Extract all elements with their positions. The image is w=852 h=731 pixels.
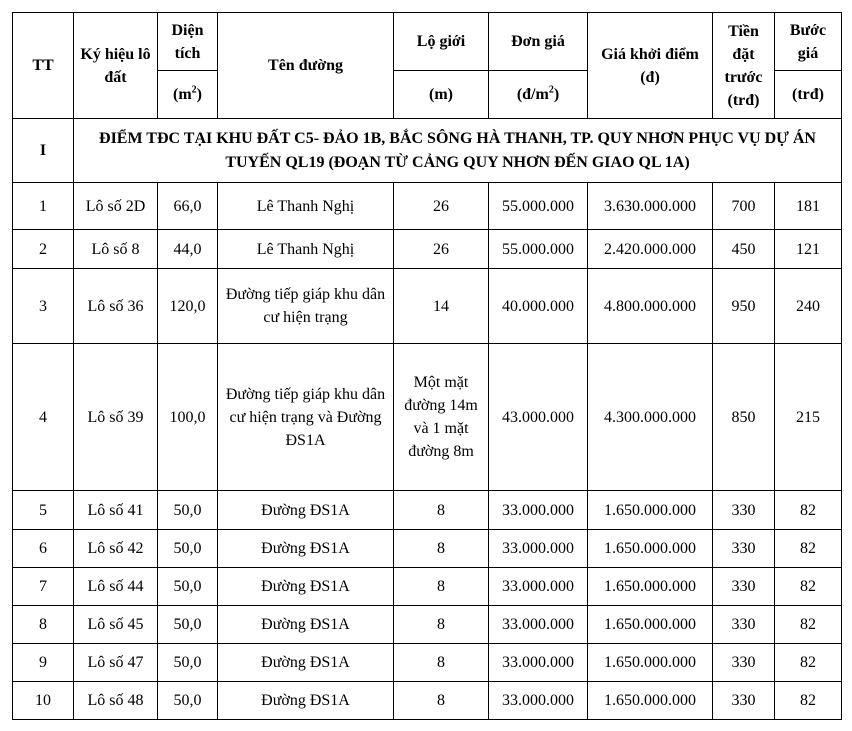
cell-dien-tich: 50,0 [158,606,218,644]
cell-gia-khoi-diem: 1.650.000.000 [588,568,713,606]
cell-tien-dat-truoc: 330 [713,682,775,720]
cell-tt: 6 [13,530,74,568]
unit-base: (đ/m [516,86,549,103]
table-header [13,13,842,119]
header-dien-tich-unit [158,71,218,119]
cell-don-gia: 33.000.000 [489,568,588,606]
table-row [13,491,842,530]
cell-tt: 8 [13,606,74,644]
auction-lot-table [12,12,842,720]
unit-sup: 2 [548,84,554,96]
header-buoc-gia: Bước giá [775,13,842,71]
cell-tien-dat-truoc: 330 [713,530,775,568]
cell-tt: 9 [13,644,74,682]
cell-lo-gioi: 14 [394,269,489,344]
cell-don-gia: 33.000.000 [489,606,588,644]
cell-gia-khoi-diem: 2.420.000.000 [588,230,713,269]
cell-gia-khoi-diem: 4.300.000.000 [588,344,713,491]
unit-close: ) [196,86,202,103]
header-ten-duong: Tên đường [218,13,394,119]
table-row [13,183,842,230]
table-row [13,682,842,720]
cell-tt: 3 [13,269,74,344]
header-lo-gioi-unit: (m) [394,71,489,119]
cell-tt: 10 [13,682,74,720]
cell-tien-dat-truoc: 330 [713,568,775,606]
cell-lo-gioi: 8 [394,568,489,606]
cell-ten-duong: Đường ĐS1A [218,606,394,644]
cell-lo-gioi: 8 [394,682,489,720]
cell-don-gia: 40.000.000 [489,269,588,344]
cell-gia-khoi-diem: 1.650.000.000 [588,491,713,530]
cell-ten-duong: Đường ĐS1A [218,530,394,568]
cell-lo-gioi: 26 [394,183,489,230]
cell-tt: 7 [13,568,74,606]
table-row [13,230,842,269]
cell-buoc-gia: 82 [775,644,842,682]
cell-tt: 1 [13,183,74,230]
cell-ky-hieu: Lô số 47 [74,644,158,682]
section-title: ĐIỂM TĐC TẠI KHU ĐẤT C5- ĐẢO 1B, BẮC SÔNG HÀ THANH, TP. QUY NHƠN PHỤC VỤ DỰ ÁN TUYẾN QL19 (ĐOẠN TỪ CẢNG QUY NHƠN ĐẾN GIAO QL 1A) [74,119,842,183]
header-don-gia-unit [489,71,588,119]
cell-lo-gioi: 8 [394,491,489,530]
cell-buoc-gia: 82 [775,682,842,720]
cell-don-gia: 33.000.000 [489,682,588,720]
cell-lo-gioi: 8 [394,606,489,644]
cell-ten-duong: Đường tiếp giáp khu dân cư hiện trạng và Đường ĐS1A [218,344,394,491]
cell-buoc-gia: 240 [775,269,842,344]
unit-sup: 2 [191,84,197,96]
cell-ten-duong: Đường ĐS1A [218,568,394,606]
cell-gia-khoi-diem: 1.650.000.000 [588,644,713,682]
cell-dien-tich: 50,0 [158,491,218,530]
header-don-gia: Đơn giá [489,13,588,71]
cell-gia-khoi-diem: 1.650.000.000 [588,682,713,720]
header-ky-hieu: Ký hiệu lô đất [74,13,158,119]
cell-buoc-gia: 82 [775,491,842,530]
cell-ky-hieu: Lô số 2D [74,183,158,230]
cell-ky-hieu: Lô số 41 [74,491,158,530]
cell-gia-khoi-diem: 1.650.000.000 [588,606,713,644]
cell-tien-dat-truoc: 700 [713,183,775,230]
cell-ten-duong: Đường ĐS1A [218,682,394,720]
header-tt: TT [13,13,74,119]
unit-close: ) [553,86,560,103]
cell-don-gia: 55.000.000 [489,183,588,230]
cell-buoc-gia: 121 [775,230,842,269]
table-row [13,344,842,491]
cell-buoc-gia: 82 [775,530,842,568]
cell-don-gia: 55.000.000 [489,230,588,269]
unit-base: (m [173,86,192,103]
cell-gia-khoi-diem: 3.630.000.000 [588,183,713,230]
cell-ky-hieu: Lô số 44 [74,568,158,606]
table-body [13,119,842,720]
cell-dien-tich: 50,0 [158,568,218,606]
cell-buoc-gia: 215 [775,344,842,491]
cell-lo-gioi: 8 [394,530,489,568]
table-row [13,530,842,568]
cell-lo-gioi: 26 [394,230,489,269]
section-row [13,119,842,183]
cell-dien-tich: 50,0 [158,530,218,568]
cell-tien-dat-truoc: 330 [713,491,775,530]
cell-don-gia: 33.000.000 [489,530,588,568]
cell-ky-hieu: Lô số 39 [74,344,158,491]
cell-don-gia: 33.000.000 [489,644,588,682]
cell-ky-hieu: Lô số 36 [74,269,158,344]
header-lo-gioi: Lộ giới [394,13,489,71]
cell-ky-hieu: Lô số 45 [74,606,158,644]
header-buoc-gia-unit: (trđ) [775,71,842,119]
cell-lo-gioi: Một mặt đường 14m và 1 mặt đường 8m [394,344,489,491]
cell-ten-duong: Lê Thanh Nghị [218,183,394,230]
cell-ten-duong: Đường ĐS1A [218,644,394,682]
header-tien-dat-truoc: Tiền đặt trước (trđ) [713,13,775,119]
cell-ky-hieu: Lô số 42 [74,530,158,568]
table-row [13,606,842,644]
cell-ky-hieu: Lô số 48 [74,682,158,720]
cell-ten-duong: Đường ĐS1A [218,491,394,530]
cell-gia-khoi-diem: 4.800.000.000 [588,269,713,344]
cell-dien-tich: 100,0 [158,344,218,491]
cell-tt: 2 [13,230,74,269]
cell-don-gia: 43.000.000 [489,344,588,491]
cell-tien-dat-truoc: 950 [713,269,775,344]
header-dien-tich: Diện tích [158,13,218,71]
cell-dien-tich: 44,0 [158,230,218,269]
header-gia-khoi-diem: Giá khởi điểm (đ) [588,13,713,119]
cell-lo-gioi: 8 [394,644,489,682]
cell-dien-tich: 120,0 [158,269,218,344]
cell-dien-tich: 66,0 [158,183,218,230]
cell-tien-dat-truoc: 850 [713,344,775,491]
cell-tt: 5 [13,491,74,530]
cell-tien-dat-truoc: 450 [713,230,775,269]
table-row [13,644,842,682]
cell-buoc-gia: 82 [775,606,842,644]
cell-tien-dat-truoc: 330 [713,644,775,682]
cell-tien-dat-truoc: 330 [713,606,775,644]
cell-tt: 4 [13,344,74,491]
cell-ten-duong: Lê Thanh Nghị [218,230,394,269]
table-row [13,269,842,344]
cell-buoc-gia: 82 [775,568,842,606]
cell-dien-tich: 50,0 [158,644,218,682]
cell-buoc-gia: 181 [775,183,842,230]
cell-dien-tich: 50,0 [158,682,218,720]
cell-gia-khoi-diem: 1.650.000.000 [588,530,713,568]
cell-ten-duong: Đường tiếp giáp khu dân cư hiện trạng [218,269,394,344]
cell-ky-hieu: Lô số 8 [74,230,158,269]
section-index: I [13,119,74,183]
table-row [13,568,842,606]
cell-don-gia: 33.000.000 [489,491,588,530]
